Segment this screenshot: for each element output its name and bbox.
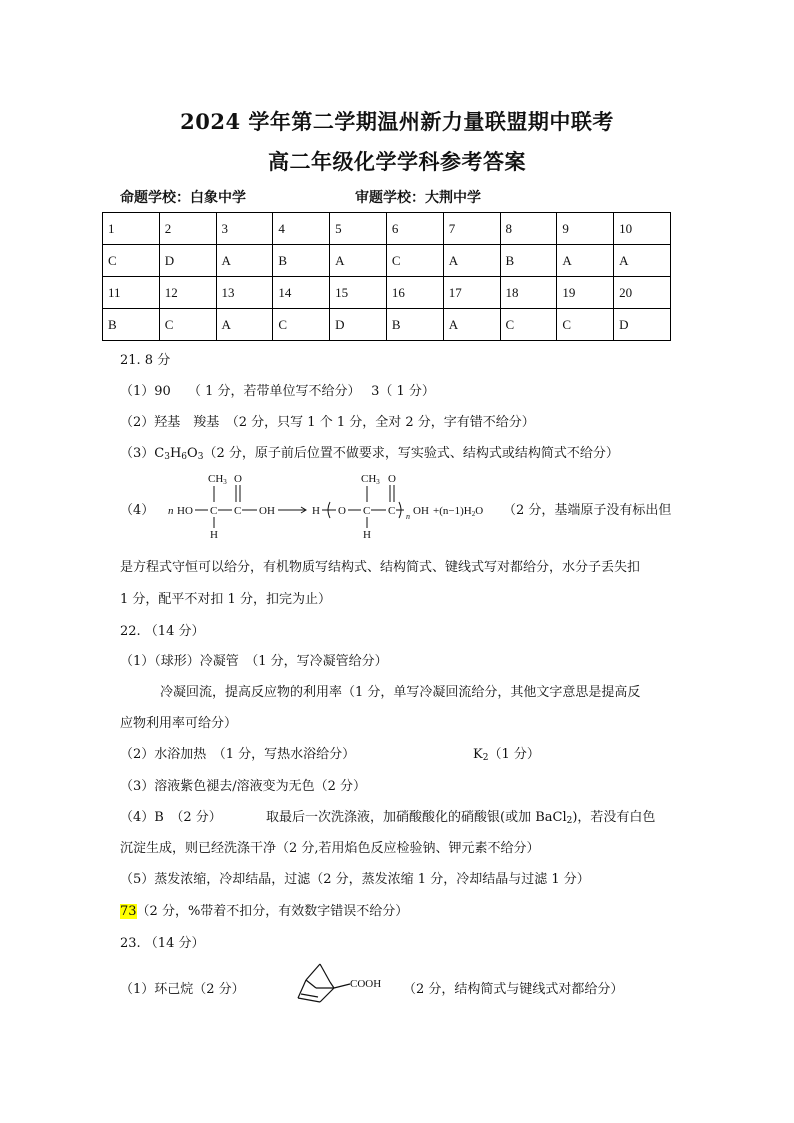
- table-cell: 13: [216, 277, 273, 309]
- table-row: [103, 245, 671, 277]
- table-cell: D: [614, 309, 671, 341]
- q21-p3-h: H: [169, 446, 182, 461]
- q23-header: 23. （14 分）: [120, 936, 205, 951]
- table-cell: 8: [500, 213, 557, 245]
- q21-part4-label: （4）: [120, 503, 155, 518]
- eq-o-bridge: O: [338, 505, 346, 517]
- q22-part5: （5）蒸发浓缩，冷却结晶，过滤（2 分，蒸发浓缩 1 分，冷却结晶与过滤 1 分）: [120, 872, 590, 887]
- table-cell: A: [443, 245, 500, 277]
- table-cell: C: [557, 309, 614, 341]
- eq-c2: C: [234, 505, 242, 517]
- eq-carbonyl-o-2: O: [388, 473, 396, 485]
- table-cell: B: [273, 245, 330, 277]
- table-cell: 19: [557, 277, 614, 309]
- table-cell: 16: [386, 277, 443, 309]
- table-cell: D: [159, 245, 216, 277]
- q21-p3-sub1: 3: [164, 452, 170, 462]
- eq-n-sub: n: [406, 512, 410, 521]
- eq-ch3: CH3: [208, 473, 227, 486]
- proposer-school: 命题学校：白象中学: [120, 190, 246, 206]
- table-cell: A: [216, 309, 273, 341]
- table-cell: 12: [159, 277, 216, 309]
- table-cell: 17: [443, 277, 500, 309]
- table-cell: 20: [614, 277, 671, 309]
- q22-part4a: （4）B （2 分）: [120, 810, 222, 825]
- table-cell: 4: [273, 213, 330, 245]
- q23-part1: （1）环己烷（2 分）: [120, 982, 245, 997]
- eq-carbonyl-o: O: [234, 473, 242, 485]
- table-cell: A: [216, 245, 273, 277]
- table-cell: A: [330, 245, 387, 277]
- eq-oh: OH: [259, 505, 275, 517]
- q21-p3-sub3: 3: [197, 452, 204, 462]
- bicyclic-acid-structure: [290, 958, 400, 1010]
- eq-c3: C: [363, 505, 371, 517]
- q21-part4-note: （2 分，基端原子没有标出但: [503, 503, 672, 518]
- table-cell: 11: [103, 277, 160, 309]
- q22-part6: 73（2 分，%带着不扣分，有效数字错误不给分）: [120, 904, 409, 919]
- answer-key-subtitle: 高二年级化学学科参考答案: [268, 149, 526, 174]
- eq-h-end: H: [312, 505, 320, 517]
- cooh-label: COOH: [350, 978, 382, 990]
- q21-p3-prefix: （3）C: [120, 446, 165, 461]
- table-cell: B: [500, 245, 557, 277]
- table-cell: 14: [273, 277, 330, 309]
- table-cell: D: [330, 309, 387, 341]
- q22-part3: （3）溶液紫色褪去/溶液变为无色（2 分）: [120, 779, 367, 794]
- eq-ch3-2: CH3: [361, 473, 380, 486]
- eq-h-2: H: [363, 529, 371, 541]
- table-cell: 7: [443, 213, 500, 245]
- q21-part4-continued-2: 1 分，配平不对扣 1 分，扣完为止）: [120, 592, 331, 607]
- table-cell: 3: [216, 213, 273, 245]
- table-cell: 15: [330, 277, 387, 309]
- q21-p3-sub2: 6: [181, 452, 188, 462]
- table-row: [103, 277, 671, 309]
- table-cell: A: [614, 245, 671, 277]
- q22-header: 22. （14 分）: [120, 624, 205, 639]
- table-cell: 2: [159, 213, 216, 245]
- eq-h: H: [210, 529, 218, 541]
- eq-ho: HO: [177, 505, 193, 517]
- q21-part1: （1）90 （ 1 分，若带单位写不给分） 3（ 1 分）: [120, 384, 435, 399]
- table-cell: A: [557, 245, 614, 277]
- table-cell: C: [103, 245, 160, 277]
- q22-part1: （1）（球形）冷凝管 （1 分，写冷凝管给分）: [120, 654, 388, 669]
- table-cell: 10: [614, 213, 671, 245]
- table-cell: C: [273, 309, 330, 341]
- q22-part1c: 应物利用率可给分）: [120, 716, 238, 731]
- q22-part4b: 取最后一次洗涤液，加硝酸酸化的硝酸银(或加 BaCl$_2$)，若没有白色: [266, 810, 656, 826]
- table-cell: C: [159, 309, 216, 341]
- table-cell: B: [386, 309, 443, 341]
- table-cell: C: [386, 245, 443, 277]
- q21-p3-suffix: （2 分，原子前后位置不做要求，写实验式、结构式或结构简式不给分）: [203, 446, 619, 461]
- q21-part4-continued-1: 是方程式守恒可以给分，有机物质写结构式、结构简式、键线式写对都给分，水分子丢失扣: [120, 560, 641, 575]
- q22-part2-k2: $K_2(1$ 分）: [473, 747, 540, 763]
- answer-table: [102, 212, 671, 341]
- exam-title: 2024 学年第二学期温州新力量联盟期中联考: [180, 109, 614, 134]
- table-row: [103, 213, 671, 245]
- table-cell: 1: [103, 213, 160, 245]
- eq-water: +(n−1)H2O: [433, 505, 484, 518]
- q21-part3: [120, 442, 619, 461]
- eq-c4: C: [388, 505, 396, 517]
- table-cell: 18: [500, 277, 557, 309]
- table-cell: A: [443, 309, 500, 341]
- q21-part2: （2）羟基 羧基 （2 分，只写 1 个 1 分，全对 2 分，字有错不给分）: [120, 415, 535, 430]
- eq-n: n: [168, 505, 174, 517]
- table-cell: B: [103, 309, 160, 341]
- table-row: [103, 309, 671, 341]
- highlighted-answer: 73: [120, 904, 137, 919]
- q21-p3-o: O: [187, 446, 198, 461]
- eq-c1: C: [210, 505, 218, 517]
- table-cell: 5: [330, 213, 387, 245]
- q23-part1-note: （2 分，结构简式与键线式对都给分）: [403, 982, 624, 997]
- q22-part2: （2）水浴加热 （1 分，写热水浴给分）: [120, 747, 356, 762]
- table-cell: 6: [386, 213, 443, 245]
- table-cell: 9: [557, 213, 614, 245]
- eq-oh-end: OH: [413, 505, 429, 517]
- q21-header: 21. 8 分: [120, 353, 171, 368]
- q22-part1b: 冷凝回流，提高反应物的利用率（1 分，单写冷凝回流给分，其他文字意思是提高反: [160, 685, 641, 700]
- reviewer-school: 审题学校：大荆中学: [355, 190, 481, 206]
- q22-part4c: 沉淀生成，则已经洗涤干净（2 分,若用焰色反应检验钠、钾元素不给分）: [120, 841, 540, 856]
- table-cell: C: [500, 309, 557, 341]
- polymerization-equation: [160, 470, 500, 542]
